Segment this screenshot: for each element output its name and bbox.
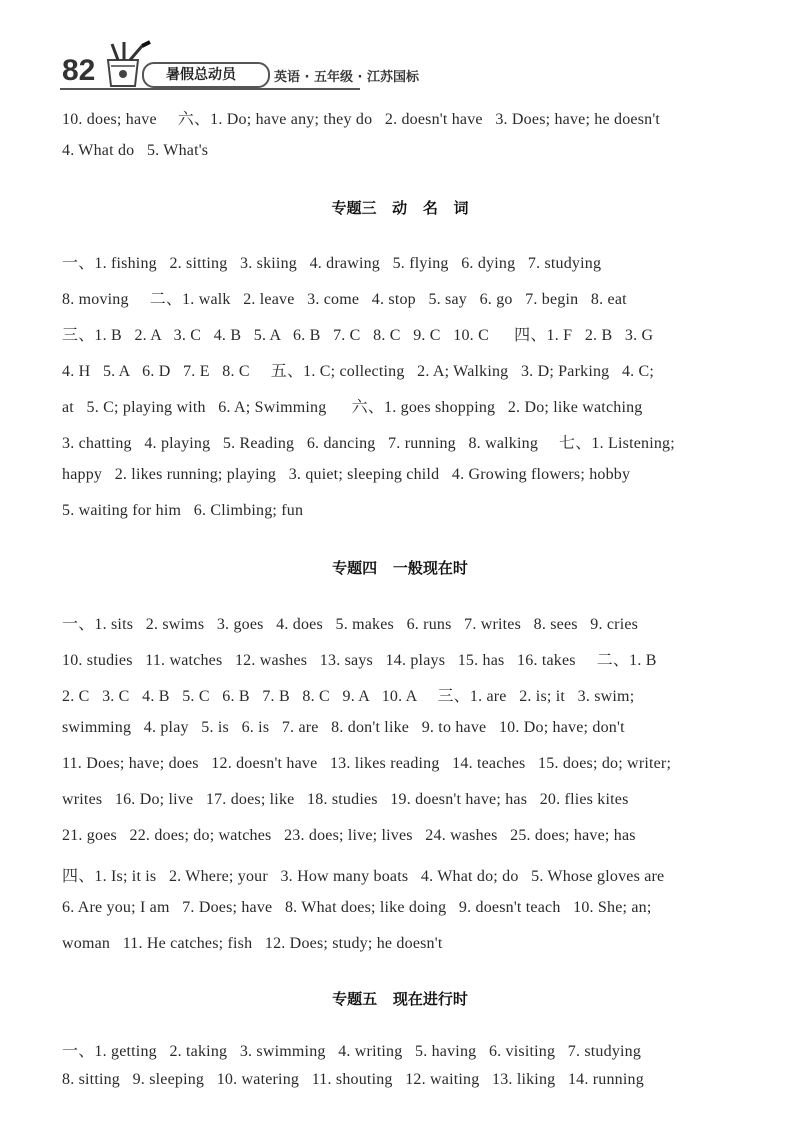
- header-divider: [60, 88, 360, 90]
- answer-line: 一、1. fishing 2. sitting 3. skiing 4. drawing 5. flying 6. dying 7. studying: [62, 255, 602, 272]
- answer-line: woman 11. He catches; fish 12. Does; study; he doesn't: [62, 935, 443, 952]
- answer-line: 10. does; have 六、1. Do; have any; they do 2. doesn't have 3. Does; have; he doesn't: [62, 111, 661, 128]
- answer-line: 2. C 3. C 4. B 5. C 6. B 7. B 8. C 9. A 10. A 三、1. are 2. is; it 3. swim;: [62, 688, 635, 705]
- answer-line: writes 16. Do; live 17. does; like 18. studies 19. doesn't have; has 20. flies kites: [62, 791, 629, 808]
- page-header: [56, 40, 756, 92]
- answer-line: swimming 4. play 5. is 6. is 7. are 8. don't like 9. to have 10. Do; have; don't: [62, 719, 625, 736]
- answer-line: 4. H 5. A 6. D 7. E 8. C 五、1. C; collecting 2. A; Walking 3. D; Parking 4. C;: [62, 363, 655, 380]
- section-title: 专题四 一般现在时: [332, 559, 468, 577]
- answer-line: 3. chatting 4. playing 5. Reading 6. dancing 7. running 8. walking 七、1. Listening;: [62, 435, 675, 452]
- answer-line: 8. sitting 9. sleeping 10. watering 11. shouting 12. waiting 13. liking 14. running: [62, 1071, 644, 1088]
- answer-line: 6. Are you; I am 7. Does; have 8. What does; like doing 9. doesn't teach 10. She; an;: [62, 899, 652, 916]
- answer-line: 四、1. Is; it is 2. Where; your 3. How many boats 4. What do; do 5. Whose gloves are: [62, 868, 665, 885]
- answer-line: 21. goes 22. does; do; watches 23. does; live; lives 24. washes 25. does; have; has: [62, 827, 636, 844]
- book-title: 暑假总动员: [166, 67, 236, 83]
- answer-line: at 5. C; playing with 6. A; Swimming 六、1. goes shopping 2. Do; like watching: [62, 399, 643, 416]
- answer-line: 一、1. sits 2. swims 3. goes 4. does 5. makes 6. runs 7. writes 8. sees 9. cries: [62, 616, 639, 633]
- subject-line: 英语 · 五年级 · 江苏国标: [274, 70, 419, 85]
- answer-line: 5. waiting for him 6. Climbing; fun: [62, 502, 304, 519]
- answer-line: 一、1. getting 2. taking 3. swimming 4. writing 5. having 6. visiting 7. studying: [62, 1043, 642, 1060]
- section-title: 专题三 动 名 词: [331, 199, 469, 217]
- answer-line: 4. What do 5. What's: [62, 142, 209, 159]
- section-title: 专题五 现在进行时: [332, 990, 468, 1008]
- answer-line: 8. moving 二、1. walk 2. leave 3. come 4. stop 5. say 6. go 7. begin 8. eat: [62, 291, 627, 308]
- page-number: 82: [62, 54, 96, 87]
- answer-line: 10. studies 11. watches 12. washes 13. says 14. plays 15. has 16. takes 二、1. B: [62, 652, 657, 669]
- answer-line: 11. Does; have; does 12. doesn't have 13. likes reading 14. teaches 15. does; do; writer;: [62, 755, 672, 772]
- answer-line: happy 2. likes running; playing 3. quiet; sleeping child 4. Growing flowers; hobby: [62, 466, 631, 483]
- answer-line: 三、1. B 2. A 3. C 4. B 5. A 6. B 7. C 8. C 9. C 10. C 四、1. F 2. B 3. G: [62, 327, 654, 344]
